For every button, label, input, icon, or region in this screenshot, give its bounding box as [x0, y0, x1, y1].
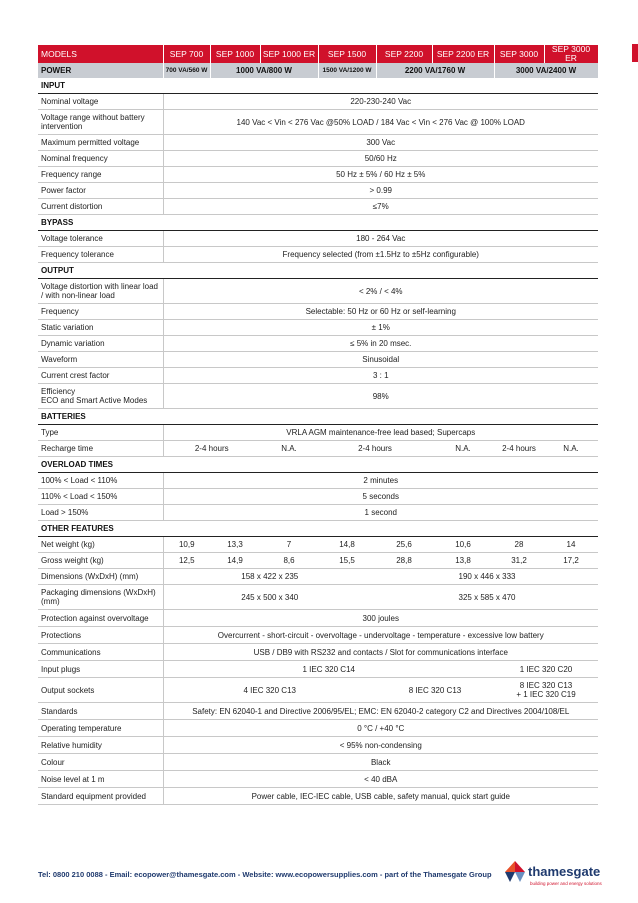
model-sep-3000: SEP 3000	[494, 45, 544, 63]
row-label: Current crest factor	[38, 368, 163, 384]
model-sep-3000-er: SEP 3000 ER	[544, 45, 598, 63]
recharge-value: N.A.	[544, 441, 598, 457]
gross-weight-value: 17,2	[544, 553, 598, 569]
row-label: Voltage tolerance	[38, 231, 163, 247]
models-label: MODELS	[38, 45, 163, 63]
gross-weight-value: 14,9	[210, 553, 260, 569]
row-label: Communications	[38, 644, 163, 661]
row-value: 98%	[163, 384, 598, 409]
row-label: Nominal voltage	[38, 94, 163, 110]
footer-contact-text: Tel: 0800 210 0088 - Email: ecopower@thamesgate.com - Website: www.ecopowersupplies.com - part of the Thamesgate Group	[38, 870, 492, 879]
net-weight-value: 10,6	[432, 537, 494, 553]
row-label	[38, 384, 163, 409]
specifications-table	[38, 45, 599, 805]
output-socket-line: + 1 IEC 320 C19	[516, 690, 576, 699]
row-label: Input plugs	[38, 661, 163, 678]
recharge-value: 2-4 hours	[163, 441, 260, 457]
net-weight-value: 10,9	[163, 537, 210, 553]
row-value: ≤7%	[163, 199, 598, 215]
power-1500: 1500 VA/1200 W	[318, 63, 376, 78]
row-value: VRLA AGM maintenance-free lead based; Supercaps	[163, 425, 598, 441]
row-label: Voltage distortion with linear load / with non-linear load	[38, 279, 163, 304]
output-socket-value	[494, 678, 598, 703]
row-value: < 2% / < 4%	[163, 279, 598, 304]
row-value: 50 Hz ± 5% / 60 Hz ± 5%	[163, 167, 598, 183]
row-value: Black	[163, 754, 598, 771]
row-label: Recharge time	[38, 441, 163, 457]
packaging-value: 325 x 585 x 470	[376, 585, 598, 610]
row-label: Colour	[38, 754, 163, 771]
efficiency-label: Efficiency	[41, 387, 76, 396]
recharge-value: 2-4 hours	[318, 441, 432, 457]
output-socket-value: 8 IEC 320 C13	[376, 678, 494, 703]
efficiency-modes-label: ECO and Smart Active Modes	[41, 396, 148, 405]
section-input: INPUT	[38, 78, 598, 94]
row-value: Power cable, IEC-IEC cable, USB cable, safety manual, quick start guide	[163, 788, 598, 805]
gross-weight-value: 15,5	[318, 553, 376, 569]
row-value: Overcurrent - short-circuit - overvoltage - undervoltage - temperature - excessive low battery	[163, 627, 598, 644]
row-label: Standards	[38, 703, 163, 720]
row-value: 2 minutes	[163, 473, 598, 489]
power-3000: 3000 VA/2400 W	[494, 63, 598, 78]
model-sep-1000: SEP 1000	[210, 45, 260, 63]
dimensions-value: 190 x 446 x 333	[376, 569, 598, 585]
row-label: Relative humidity	[38, 737, 163, 754]
power-700: 700 VA/560 W	[163, 63, 210, 78]
net-weight-value: 14	[544, 537, 598, 553]
section-bypass: BYPASS	[38, 215, 598, 231]
power-1000: 1000 VA/800 W	[210, 63, 318, 78]
row-value: USB / DB9 with RS232 and contacts / Slot for communications interface	[163, 644, 598, 661]
section-overload: OVERLOAD TIMES	[38, 457, 598, 473]
dimensions-value: 158 x 422 x 235	[163, 569, 376, 585]
row-label: Frequency range	[38, 167, 163, 183]
row-label: Gross weight (kg)	[38, 553, 163, 569]
row-label: Protections	[38, 627, 163, 644]
row-label: Frequency tolerance	[38, 247, 163, 263]
recharge-value: N.A.	[432, 441, 494, 457]
row-value: 300 Vac	[163, 135, 598, 151]
gross-weight-value: 13,8	[432, 553, 494, 569]
row-value: 50/60 Hz	[163, 151, 598, 167]
model-sep-2200: SEP 2200	[376, 45, 432, 63]
row-label: Maximum permitted voltage	[38, 135, 163, 151]
row-value: ± 1%	[163, 320, 598, 336]
row-label: Load > 150%	[38, 505, 163, 521]
row-label: Static variation	[38, 320, 163, 336]
net-weight-value: 7	[260, 537, 318, 553]
row-label: Dynamic variation	[38, 336, 163, 352]
thamesgate-triangle-logo-icon	[504, 860, 526, 884]
row-value: ≤ 5% in 20 msec.	[163, 336, 598, 352]
section-batteries: BATTERIES	[38, 409, 598, 425]
power-row	[38, 63, 598, 78]
model-sep-2200-er: SEP 2200 ER	[432, 45, 494, 63]
row-label: Type	[38, 425, 163, 441]
power-label: POWER	[38, 63, 163, 78]
gross-weight-value: 12,5	[163, 553, 210, 569]
row-label: Output sockets	[38, 678, 163, 703]
model-sep-1500: SEP 1500	[318, 45, 376, 63]
row-value: 140 Vac < Vin < 276 Vac @50% LOAD / 184 Vac < Vin < 276 Vac @ 100% LOAD	[163, 110, 598, 135]
gross-weight-value: 31,2	[494, 553, 544, 569]
input-plug-value: 1 IEC 320 C20	[494, 661, 598, 678]
row-label: Dimensions (WxDxH) (mm)	[38, 569, 163, 585]
model-sep-1000-er: SEP 1000 ER	[260, 45, 318, 63]
recharge-value: N.A.	[260, 441, 318, 457]
row-label: Protection against overvoltage	[38, 610, 163, 627]
packaging-value: 245 x 500 x 340	[163, 585, 376, 610]
net-weight-value: 28	[494, 537, 544, 553]
row-value: 300 joules	[163, 610, 598, 627]
row-label: Packaging dimensions (WxDxH) (mm)	[38, 585, 163, 610]
output-socket-value: 4 IEC 320 C13	[163, 678, 376, 703]
row-value: 3 : 1	[163, 368, 598, 384]
net-weight-value: 14,8	[318, 537, 376, 553]
row-label: Operating temperature	[38, 720, 163, 737]
row-value: < 95% non-condensing	[163, 737, 598, 754]
row-value: Frequency selected (from ±1.5Hz to ±5Hz configurable)	[163, 247, 598, 263]
power-2200: 2200 VA/1760 W	[376, 63, 494, 78]
logo-wordmark: thamesgate	[528, 864, 601, 879]
gross-weight-value: 28,8	[376, 553, 432, 569]
row-value: Safety: EN 62040-1 and Directive 2006/95/EL; EMC: EN 62040-2 category C2 and Directives 2004/108/EL	[163, 703, 598, 720]
section-other-features: OTHER FEATURES	[38, 521, 598, 537]
row-label: Nominal frequency	[38, 151, 163, 167]
row-label: Frequency	[38, 304, 163, 320]
row-label: Noise level at 1 m	[38, 771, 163, 788]
row-value: 0 °C / +40 °C	[163, 720, 598, 737]
row-label: Power factor	[38, 183, 163, 199]
recharge-value: 2-4 hours	[494, 441, 544, 457]
row-value: Sinusoidal	[163, 352, 598, 368]
net-weight-value: 25,6	[376, 537, 432, 553]
input-plug-value: 1 IEC 320 C14	[163, 661, 494, 678]
row-value: 1 second	[163, 505, 598, 521]
row-label: Waveform	[38, 352, 163, 368]
thamesgate-logo	[504, 858, 614, 892]
row-label: Current distortion	[38, 199, 163, 215]
row-value: > 0.99	[163, 183, 598, 199]
section-output: OUTPUT	[38, 263, 598, 279]
row-value: 220-230-240 Vac	[163, 94, 598, 110]
row-value: 5 seconds	[163, 489, 598, 505]
row-label: Voltage range without battery intervention	[38, 110, 163, 135]
row-value: 180 - 264 Vac	[163, 231, 598, 247]
page-side-tab	[632, 44, 638, 62]
logo-tagline: building power and energy solutions	[530, 881, 602, 886]
models-row	[38, 45, 598, 63]
row-label: Standard equipment provided	[38, 788, 163, 805]
net-weight-value: 13,3	[210, 537, 260, 553]
row-value: Selectable: 50 Hz or 60 Hz or self-learning	[163, 304, 598, 320]
model-sep-700: SEP 700	[163, 45, 210, 63]
row-value: < 40 dBA	[163, 771, 598, 788]
gross-weight-value: 8,6	[260, 553, 318, 569]
output-socket-line: 8 IEC 320 C13	[519, 681, 573, 690]
row-label: Net weight (kg)	[38, 537, 163, 553]
row-label: 100% < Load < 110%	[38, 473, 163, 489]
row-label: 110% < Load < 150%	[38, 489, 163, 505]
